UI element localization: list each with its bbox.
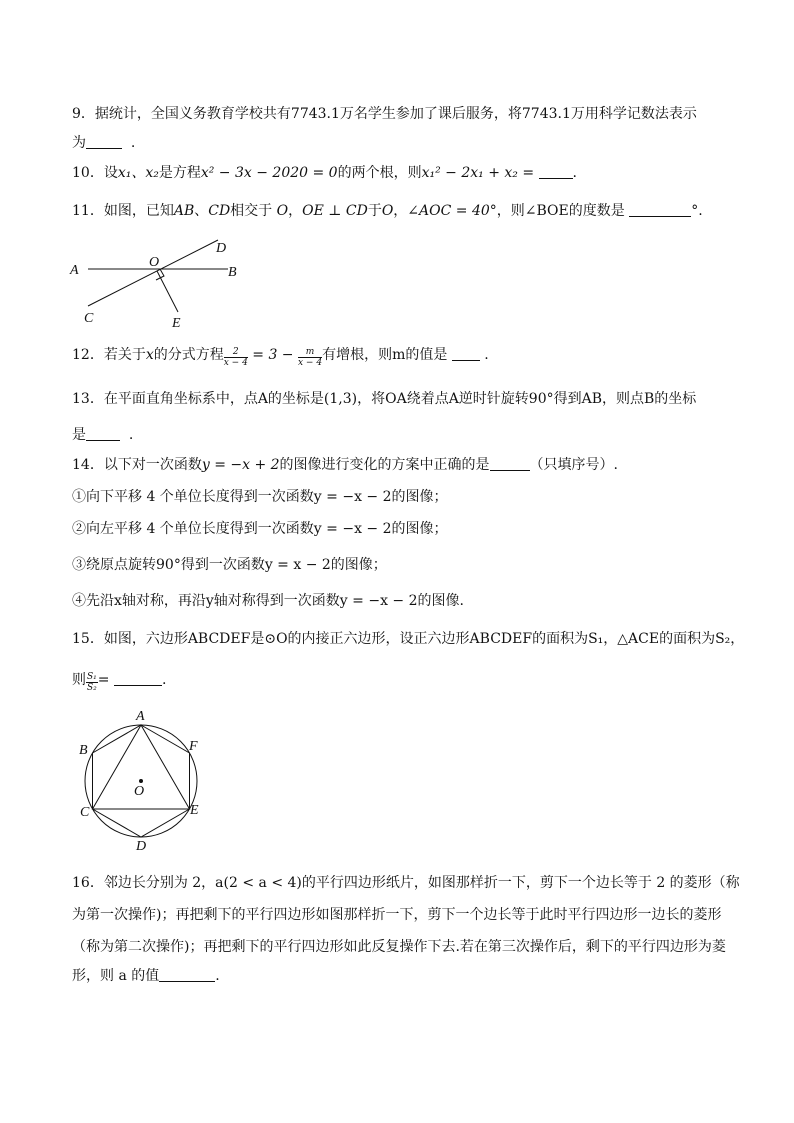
label-d: D xyxy=(216,241,227,256)
q11-sep2: ， xyxy=(288,203,303,219)
q16-end: . xyxy=(215,968,220,984)
label-e: E xyxy=(190,803,199,818)
q10-mid: 是方程 xyxy=(158,165,201,181)
q13-answer-blank[interactable] xyxy=(86,426,120,441)
q12-frac2-num: m xyxy=(298,347,322,358)
q14-stem-a: 14．以下对一次函数 xyxy=(72,457,202,473)
q10-line xyxy=(72,163,734,183)
q12-answer-blank[interactable] xyxy=(452,346,480,361)
label-a: A xyxy=(70,263,79,278)
q11-text-b: 相交于 xyxy=(230,203,273,219)
q11-text-c: 于 xyxy=(367,203,382,219)
line-cd xyxy=(88,240,218,306)
q12-fraction-2 xyxy=(298,347,322,368)
q11-perp: OE ⊥ CD xyxy=(302,203,368,219)
q11-ab: AB xyxy=(173,203,195,219)
q11-sep3: ， xyxy=(393,203,408,219)
figure-11 xyxy=(60,232,260,332)
q11-sep1: 、 xyxy=(194,203,209,219)
q15-text: 则 xyxy=(72,672,86,688)
q14-stem-b: 的图像进行变化的方案中正确的是 xyxy=(279,457,490,473)
q12-mid2: 有增根，则m的值是 xyxy=(322,347,448,363)
q16-line3: （称为第二次操作)；再把剩下的平行四边形如此反复操作下去.若在第三次操作后，剩下的平行四边形为菱 xyxy=(72,939,726,955)
q9-end: . xyxy=(130,135,136,151)
q11-angle: ∠AOC = 40° xyxy=(407,203,497,219)
q16-line2: 为第一次操作)；再把剩下的平行四边形如图那样折一下，剪下一个边长等于此时平行四边形一边长的菱形 xyxy=(72,907,722,923)
q12-frac1-den: x − 4 xyxy=(223,358,248,368)
q12-line xyxy=(72,345,734,368)
q10-equation: x² − 3x − 2020 = 0 xyxy=(200,165,338,181)
q12-prefix: 12．若关于 xyxy=(72,347,146,363)
q11-text-a: 11．如图，已知 xyxy=(72,203,174,219)
label-d: D xyxy=(136,839,147,852)
q13-line2 xyxy=(72,425,734,445)
figure-15 xyxy=(70,702,220,852)
q13-line1: 13．在平面直角坐标系中，点A的坐标是(1,3)，将OA绕着点A逆时针旋转90°得到AB，则点B的坐标 xyxy=(72,391,697,407)
q11-o2: O xyxy=(381,203,394,219)
q9-text: 为 xyxy=(72,135,86,151)
q14-answer-blank[interactable] xyxy=(490,456,530,471)
q13-end: . xyxy=(128,427,134,443)
q12-x: x xyxy=(145,347,154,363)
q12-fraction-1 xyxy=(224,347,248,368)
q10-mid2: 的两个根，则 xyxy=(337,165,422,181)
q12-mid: 的分式方程 xyxy=(153,347,224,363)
q12-frac2-den: x − 4 xyxy=(298,358,323,368)
q11-cd: CD xyxy=(208,203,231,219)
q15-frac-den: S₂ xyxy=(87,683,97,693)
q14-stem-c: （只填序号）. xyxy=(529,457,618,473)
label-a: A xyxy=(136,709,145,724)
q14-option-4: ④先沿x轴对称，再沿y轴对称得到一次函数y = −x − 2的图像. xyxy=(72,593,464,609)
q11-text-d: ，则∠BOE的度数是 xyxy=(496,203,625,219)
q16-line1: 16．邻边长分别为 2，a(2 < a < 4)的平行四边形纸片，如图那样折一下，剪下一个边长等于 2 的菱形（称 xyxy=(72,875,740,891)
q15-eq: = xyxy=(97,672,110,688)
q12-frac1-num: 2 xyxy=(224,347,248,358)
q12-end: . xyxy=(484,347,489,363)
q15-fraction xyxy=(86,672,98,693)
q14-option-2: ②向左平移 4 个单位长度得到一次函数y = −x − 2的图像； xyxy=(72,521,448,537)
q14-option-1: ①向下平移 4 个单位长度得到一次函数y = −x − 2的图像； xyxy=(72,489,448,505)
q10-roots: x₁、x₂ xyxy=(117,165,159,181)
q14-stem xyxy=(72,455,734,475)
label-b: B xyxy=(79,743,88,758)
q16-line4 xyxy=(72,966,734,986)
q15-line1: 15．如图，六边形ABCDEF是⊙O的内接正六边形，设正六边形ABCDEF的面积为S₁，△ACE的面积为S₂， xyxy=(72,631,745,647)
label-o: O xyxy=(149,255,160,270)
q10-prefix: 10．设 xyxy=(72,165,118,181)
q9-answer-blank[interactable] xyxy=(86,134,122,149)
q15-frac-num: S₁ xyxy=(87,672,97,682)
label-b: B xyxy=(228,265,237,280)
q11-o1: O xyxy=(276,203,289,219)
q11-answer-blank[interactable] xyxy=(629,202,691,217)
line-oe xyxy=(157,271,178,312)
q10-answer-blank[interactable] xyxy=(539,164,573,179)
q11-line xyxy=(72,201,734,221)
q15-end: . xyxy=(161,672,167,688)
label-f: F xyxy=(189,739,198,754)
label-e: E xyxy=(172,316,181,331)
label-c: C xyxy=(80,805,90,820)
q10-end: . xyxy=(572,165,577,181)
center-point xyxy=(139,779,143,783)
q16-answer-blank[interactable] xyxy=(159,967,215,982)
q14-function: y = −x + 2 xyxy=(201,457,280,473)
q13-text: 是 xyxy=(72,427,86,443)
q9-line1: 9．据统计，全国义务教育学校共有7743.1万名学生参加了课后服务，将7743.1万用科学记数法表示 xyxy=(72,106,697,122)
q15-line2 xyxy=(72,670,734,693)
q15-answer-blank[interactable] xyxy=(114,671,162,686)
q14-option-3: ③绕原点旋转90°得到一次函数y = x − 2的图像； xyxy=(72,557,387,573)
q9-line2 xyxy=(72,133,734,153)
label-c: C xyxy=(84,311,94,326)
q12-eq: = 3 − xyxy=(252,347,294,363)
label-o: O xyxy=(134,784,145,799)
q10-expression: x₁² − 2x₁ + x₂ = xyxy=(421,165,535,181)
q16-text: 形，则 a 的值 xyxy=(72,968,160,984)
q11-deg: °. xyxy=(691,203,703,219)
